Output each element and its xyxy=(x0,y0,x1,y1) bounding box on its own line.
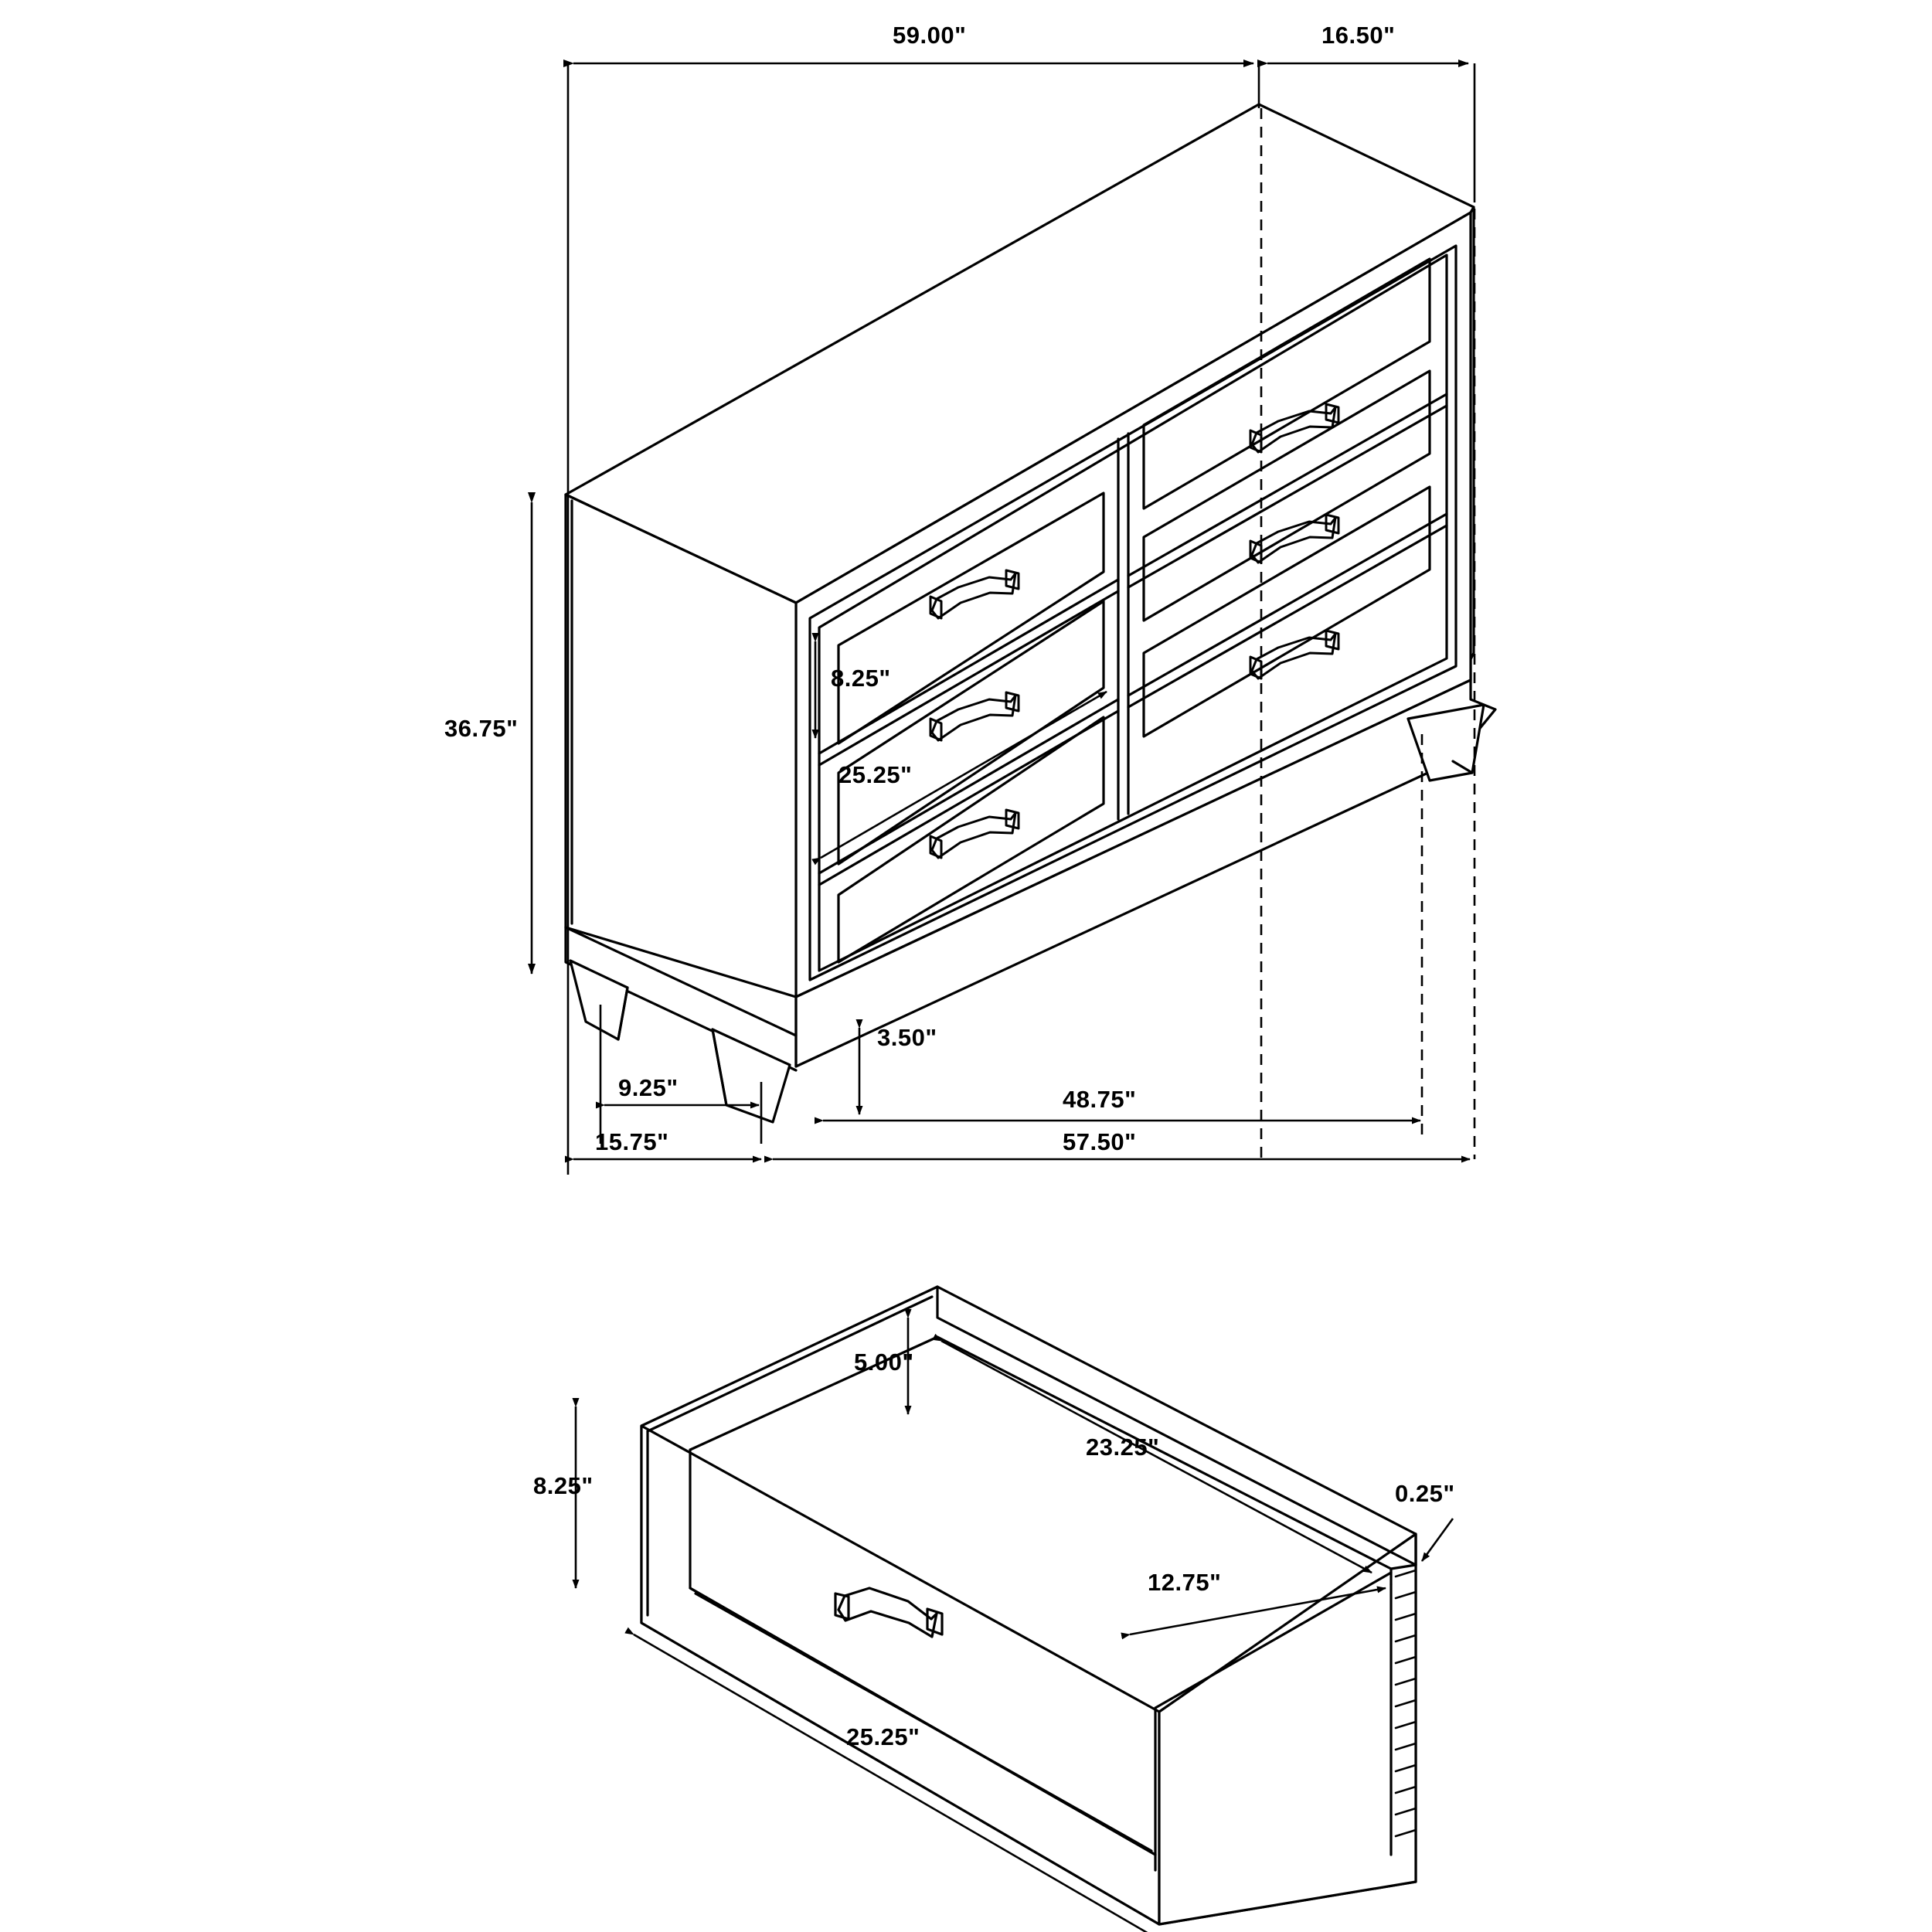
dim-drawer-face-width: 25.25" xyxy=(838,761,913,788)
dim-leg-height: 3.50" xyxy=(877,1024,937,1051)
dim-drawer-interior-side-depth: 12.75" xyxy=(1148,1569,1222,1596)
dim-foot-depth: 9.25" xyxy=(618,1074,679,1101)
dim-drawer-interior-width: 23.25" xyxy=(1086,1434,1160,1461)
dim-drawer-front-height: 8.25" xyxy=(533,1472,594,1499)
dim-drawer-panel-thickness: 0.25" xyxy=(1395,1480,1455,1507)
dim-base-depth: 15.75" xyxy=(595,1128,669,1155)
dim-drawer-front-width: 25.25" xyxy=(846,1723,920,1750)
dim-base-width: 57.50" xyxy=(1063,1128,1137,1155)
dim-drawer-interior-depth: 5.00" xyxy=(854,1349,914,1376)
dim-overall-width: 59.00" xyxy=(893,22,967,49)
dim-overall-height: 36.75" xyxy=(444,715,519,742)
dim-overall-depth-top: 16.50" xyxy=(1321,22,1396,49)
dim-case-front-width: 48.75" xyxy=(1063,1086,1137,1113)
dim-drawer-face-height: 8.25" xyxy=(831,665,891,692)
